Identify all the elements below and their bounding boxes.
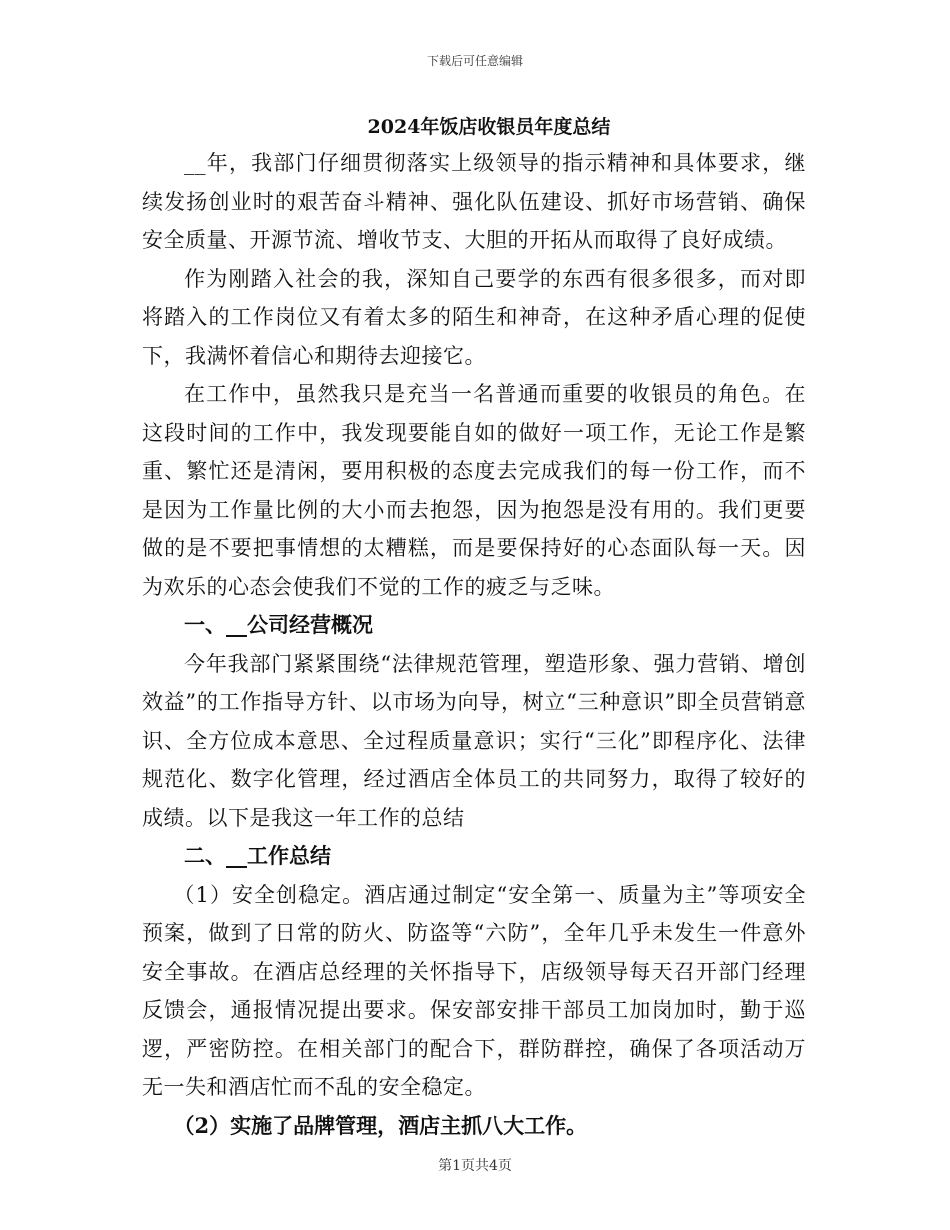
page-header-note: 下载后可任意编辑 [426, 54, 523, 68]
paragraph-intro: __年，我部门仔细贯彻落实上级领导的指示精神和具体要求，继续发扬创业时的艰苦奋斗精神、强化队伍建设、抓好市场营销、确保安全质量、开源节流、增收节支、大胆的开拓从而取得了良好成绩。 [142, 151, 806, 252]
document-body [142, 110, 806, 1145]
page-number: 第1页共4页 [438, 1158, 512, 1174]
section-heading-company-overview: 一、__公司经营概况 [184, 612, 373, 637]
list-item-brand-management: （2）实施了品牌管理，酒店主抓八大工作。 [173, 1112, 588, 1138]
document-title: 2024年饭店收银员年度总结 [367, 116, 611, 138]
paragraph-company-overview: 今年我部门紧紧围绕“法律规范管理，塑造形象、强力营销、增创效益”的工作指导方针、以市场为向导，树立“三种意识”即全员营销意识、全方位成本意思、全过程质量意识；实行“三化”即程序化、法律规范化、数字化管理，经过酒店全体员工的共同努力，取得了较好的成绩。以下是我这一年工作的总结 [142, 651, 806, 830]
paragraph-newcomer: 作为刚踏入社会的我，深知自己要学的东西有很多很多，而对即将踏入的工作岗位又有着太多的陌生和神奇，在这种矛盾心理的促使下，我满怀着信心和期待去迎接它。 [142, 266, 806, 368]
section-heading-work-summary: 二、__工作总结 [184, 843, 331, 868]
list-item-safety: （1）安全创稳定。酒店通过制定“安全第一、质量为主”等项安全预案，做到了日常的防火、防盗等“六防”，全年几乎未发生一件意外安全事故。在酒店总经理的关怀指导下，店级领导每天召开部门经理反馈会，通报情况提出要求。保安部安排干部员工加岗加时，勤于巡逻，严密防控。在相关部门的配合下，群防群控，确保了各项活动万无一失和酒店忙而不乱的安全稳定。 [142, 882, 806, 1099]
paragraph-work-attitude: 在工作中，虽然我只是充当一名普通而重要的收银员的角色。在这段时间的工作中，我发现要能自如的做好一项工作，无论工作是繁重、繁忙还是清闲，要用积极的态度去完成我们的每一份工作，而不是因为工作量比例的大小而去抱怨，因为抱怨是没有用的。我们更要做的是不要把事情想的太糟糕，而是要保持好的心态面队每一天。因为欢乐的心态会使我们不觉的工作的疲乏与乏味。 [142, 382, 806, 599]
